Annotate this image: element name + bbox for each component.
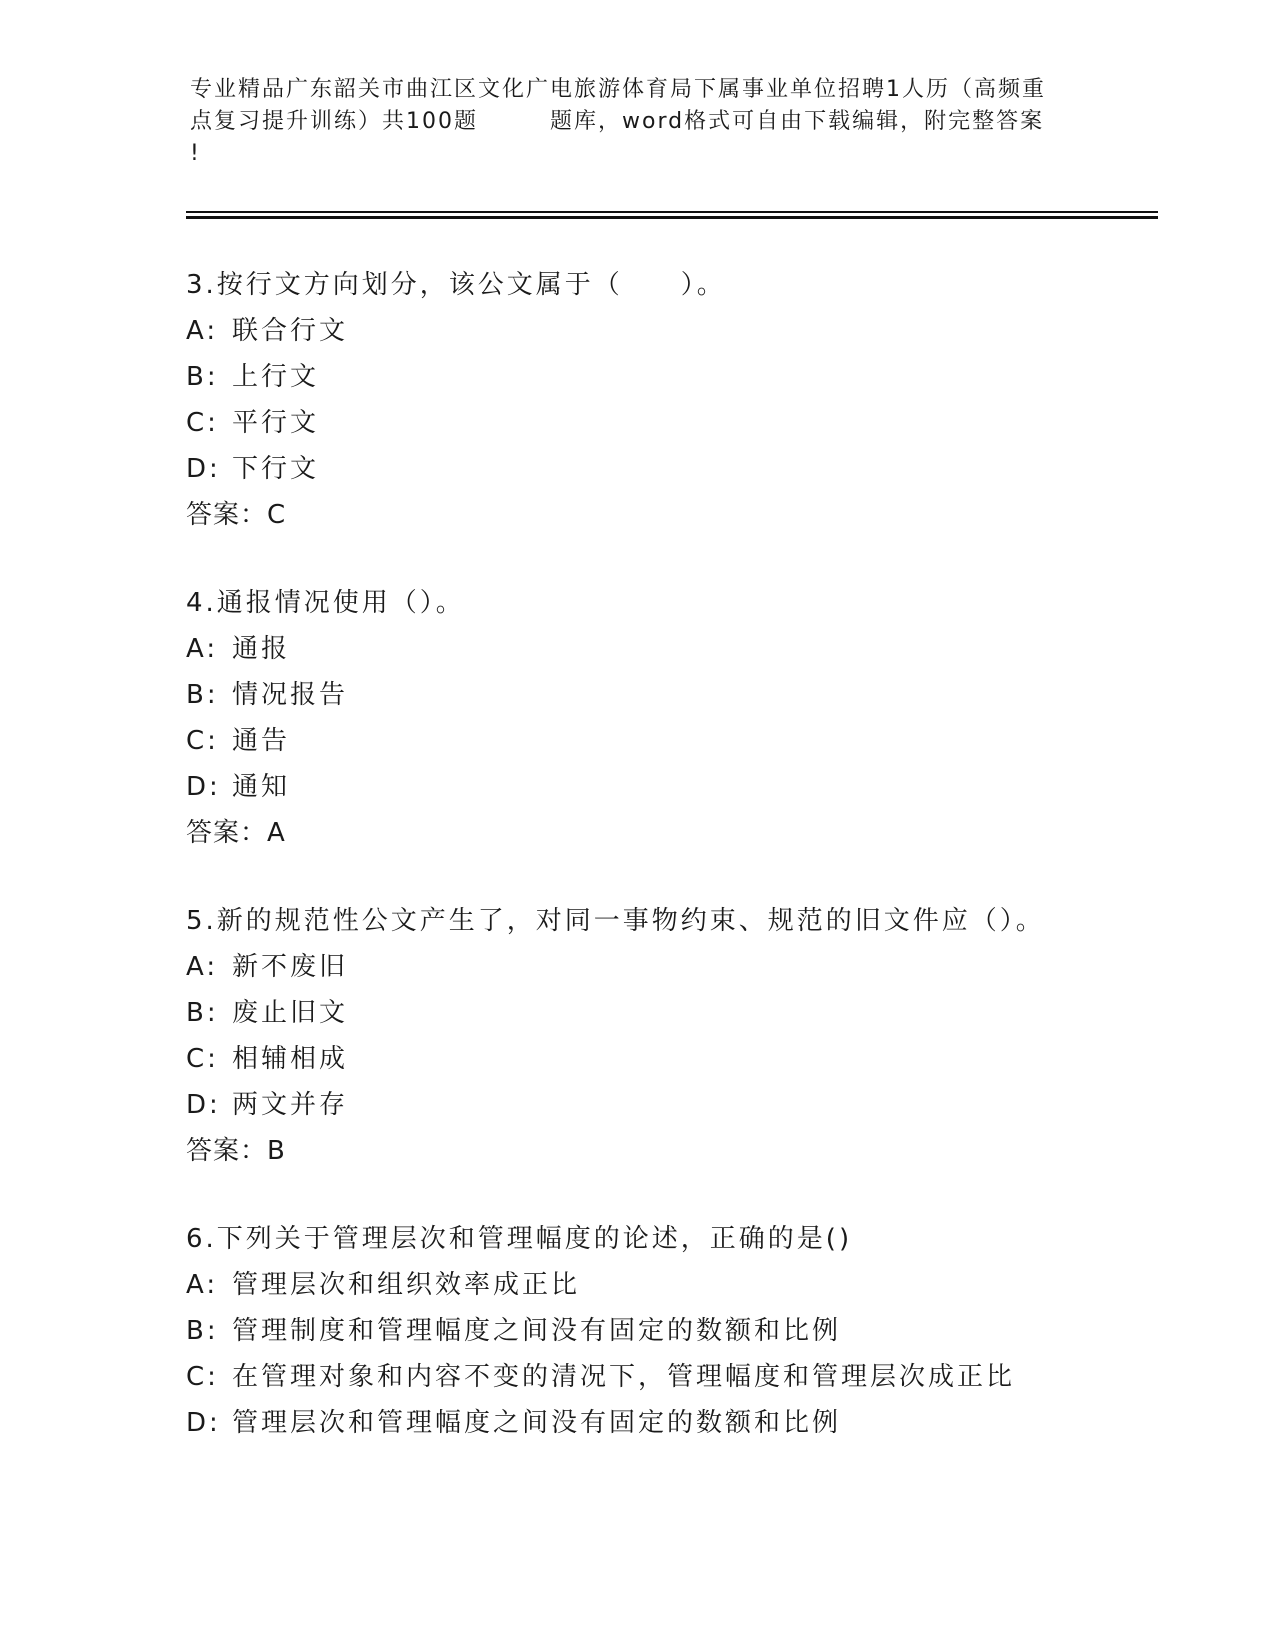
header-line-2: 点复习提升训练）共100题 题库，word格式可自由下载编辑，附完整答案 bbox=[190, 109, 1045, 134]
option-text: 新不废旧 bbox=[232, 952, 349, 982]
option-key: B: bbox=[186, 1316, 219, 1346]
option-key: A: bbox=[186, 316, 219, 346]
option-line bbox=[186, 718, 1186, 764]
option-key: C: bbox=[186, 1362, 219, 1392]
option-key: B: bbox=[186, 998, 219, 1028]
option-text: 通知 bbox=[232, 772, 291, 802]
question-block bbox=[186, 580, 1186, 856]
option-text: 相辅相成 bbox=[232, 1044, 349, 1074]
option-line bbox=[186, 354, 1186, 400]
option-line bbox=[186, 1400, 1186, 1446]
option-key: B: bbox=[186, 680, 219, 710]
question-block bbox=[186, 1216, 1186, 1446]
header-line-3: ! bbox=[190, 141, 201, 166]
option-text: 两文并存 bbox=[232, 1090, 349, 1120]
question-title: 5.新的规范性公文产生了，对同一事物约束、规范的旧文件应（）。 bbox=[186, 906, 1045, 936]
option-line bbox=[186, 626, 1186, 672]
answer-line: 答案：B bbox=[186, 1136, 286, 1166]
option-line bbox=[186, 672, 1186, 718]
option-text: 在管理对象和内容不变的清况下，管理幅度和管理层次成正比 bbox=[232, 1362, 1016, 1392]
option-line bbox=[186, 944, 1186, 990]
answer-line: 答案：C bbox=[186, 500, 287, 530]
question-block bbox=[186, 898, 1186, 1174]
option-line bbox=[186, 446, 1186, 492]
option-line bbox=[186, 400, 1186, 446]
option-line bbox=[186, 1354, 1186, 1400]
document-header bbox=[190, 74, 1090, 170]
option-text: 下行文 bbox=[232, 454, 320, 484]
option-text: 管理制度和管理幅度之间没有固定的数额和比例 bbox=[232, 1316, 842, 1346]
option-text: 通报 bbox=[232, 634, 291, 664]
question-title: 6.下列关于管理层次和管理幅度的论述，正确的是() bbox=[186, 1224, 853, 1254]
option-line bbox=[186, 1036, 1186, 1082]
option-key: D: bbox=[186, 772, 221, 802]
question-title: 3.按行文方向划分，该公文属于（ ）。 bbox=[186, 270, 726, 300]
option-line bbox=[186, 990, 1186, 1036]
option-text: 管理层次和组织效率成正比 bbox=[232, 1270, 581, 1300]
option-key: A: bbox=[186, 1270, 219, 1300]
question-block bbox=[186, 262, 1186, 538]
option-key: C: bbox=[186, 726, 219, 756]
option-key: D: bbox=[186, 1090, 221, 1120]
option-line bbox=[186, 1262, 1186, 1308]
option-text: 废止旧文 bbox=[232, 998, 349, 1028]
answer-line: 答案：A bbox=[186, 818, 286, 848]
option-text: 管理层次和管理幅度之间没有固定的数额和比例 bbox=[232, 1408, 842, 1438]
option-key: D: bbox=[186, 454, 221, 484]
header-divider-bottom bbox=[186, 216, 1158, 219]
header-divider-top bbox=[186, 211, 1158, 213]
question-title: 4.通报情况使用（）。 bbox=[186, 588, 465, 618]
option-text: 平行文 bbox=[232, 408, 320, 438]
option-text: 情况报告 bbox=[232, 680, 349, 710]
option-key: C: bbox=[186, 1044, 219, 1074]
option-line bbox=[186, 1082, 1186, 1128]
option-key: C: bbox=[186, 408, 219, 438]
option-text: 联合行文 bbox=[232, 316, 349, 346]
option-key: A: bbox=[186, 634, 219, 664]
option-key: B: bbox=[186, 362, 219, 392]
option-text: 通告 bbox=[232, 726, 291, 756]
option-key: A: bbox=[186, 952, 219, 982]
option-line bbox=[186, 1308, 1186, 1354]
option-text: 上行文 bbox=[232, 362, 320, 392]
option-key: D: bbox=[186, 1408, 221, 1438]
option-line bbox=[186, 764, 1186, 810]
header-line-1: 专业精品广东韶关市曲江区文化广电旅游体育局下属事业单位招聘1人历（高频重 bbox=[190, 77, 1046, 102]
option-line bbox=[186, 308, 1186, 354]
